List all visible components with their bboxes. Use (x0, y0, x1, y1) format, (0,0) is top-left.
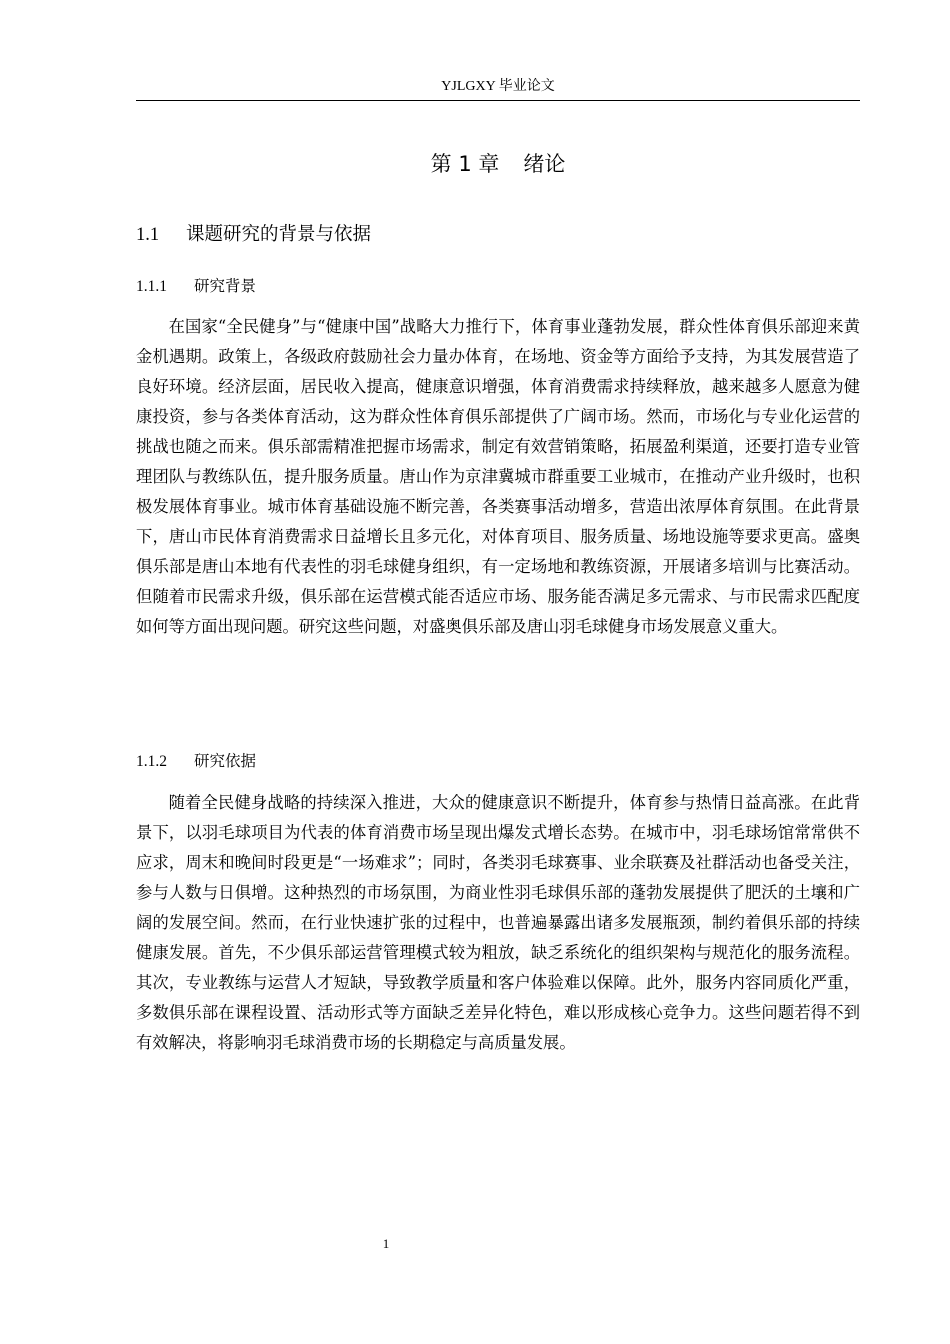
paragraph-research-basis: 随着全民健身战略的持续深入推进，大众的健康意识不断提升，体育参与热情日益高涨。在此背景下，以羽毛球项目为代表的体育消费市场呈现出爆发式增长态势。在城市中，羽毛球场馆常常供不应求，周末和晚间时段更是“一场难求”；同时，各类羽毛球赛事、业余联赛及社群活动也备受关注，参与人数与日俱增。这种热烈的市场氛围，为商业性羽毛球俱乐部的蓬勃发展提供了肥沃的土壤和广阔的发展空间。然而，在行业快速扩张的过程中，也普遍暴露出诸多发展瓶颈，制约着俱乐部的持续健康发展。首先，不少俱乐部运营管理模式较为粗放，缺乏系统化的组织架构与规范化的服务流程。其次，专业教练与运营人才短缺，导致教学质量和客户体验难以保障。此外，服务内容同质化严重，多数俱乐部在课程设置、活动形式等方面缺乏差异化特色，难以形成核心竞争力。这些问题若得不到有效解决，将影响羽毛球消费市场的长期稳定与高质量发展。 (136, 793, 860, 1052)
section-title: 课题研究的背景与依据 (186, 224, 372, 245)
section-heading (136, 222, 371, 248)
chapter-title (136, 150, 860, 178)
header-rule (136, 100, 860, 101)
subsection-number: 1.1.1 (136, 278, 167, 295)
paragraph-research-background: 在国家“全民健身”与“健康中国”战略大力推行下，体育事业蓬勃发展，群众性体育俱乐部迎来黄金机遇期。政策上，各级政府鼓励社会力量办体育，在场地、资金等方面给予支持，为其发展营造了良好环境。经济层面，居民收入提高，健康意识增强，体育消费需求持续释放，越来越多人愿意为健康投资，参与各类体育活动，这为群众性体育俱乐部提供了广阔市场。然而，市场化与专业化运营的挑战也随之而来。俱乐部需精准把握市场需求，制定有效营销策略，拓展盈利渠道，还要打造专业管理团队与教练队伍，提升服务质量。唐山作为京津冀城市群重要工业城市，在推动产业升级时，也积极发展体育事业。城市体育基础设施不断完善，各类赛事活动增多，营造出浓厚体育氛围。在此背景下，唐山市民体育消费需求日益增长且多元化，对体育项目、服务质量、场地设施等要求更高。盛奥俱乐部是唐山本地有代表性的羽毛球健身组织，有一定场地和教练资源，开展诸多培训与比赛活动。但随着市民需求升级，俱乐部在运营模式能否适应市场、服务能否满足多元需求、与市民需求匹配度如何等方面出现问题。研究这些问题，对盛奥俱乐部及唐山羽毛球健身市场发展意义重大。 (136, 317, 860, 636)
page-number: 1 (382, 1236, 390, 1251)
section-number: 1.1 (136, 225, 160, 245)
subsection-heading-basis (136, 750, 256, 773)
subsection-heading-background (136, 275, 256, 298)
chapter-label: 第 1 章 (430, 152, 500, 176)
running-header: YJLGXY 毕业论文 (441, 79, 555, 94)
subsection-title: 研究依据 (194, 752, 257, 770)
chapter-name: 绪论 (523, 152, 566, 176)
subsection-title: 研究背景 (194, 277, 257, 295)
subsection-number: 1.1.2 (136, 753, 167, 770)
